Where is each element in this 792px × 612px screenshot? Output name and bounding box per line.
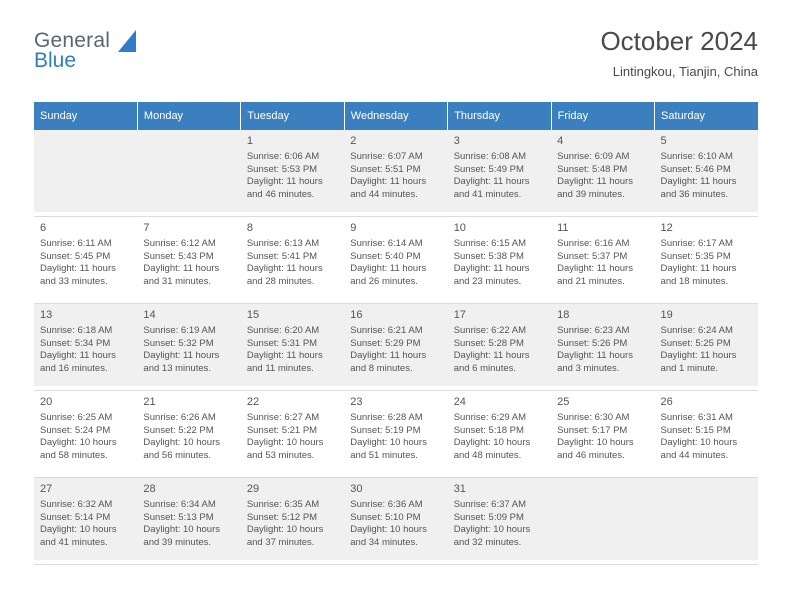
- day-daylight1-text: Daylight: 10 hours: [557, 437, 634, 449]
- calendar-cell: [448, 130, 551, 217]
- day-number: 15: [246, 309, 260, 321]
- day-sun-info: [247, 325, 338, 375]
- day-sun-info: [350, 325, 441, 375]
- calendar-body: [34, 130, 758, 565]
- day-daylight2-text: and 51 minutes.: [350, 449, 418, 461]
- day-daylight2-text: and 31 minutes.: [143, 275, 212, 287]
- day-daylight1-text: Daylight: 10 hours: [453, 437, 531, 449]
- calendar-cell: [137, 130, 240, 217]
- day-sunrise-text: Sunrise: 6:17 AM: [660, 238, 733, 249]
- day-daylight1-text: Daylight: 11 hours: [246, 176, 323, 188]
- day-number: 4: [557, 135, 564, 147]
- day-sun-info: [247, 151, 338, 201]
- calendar-day-cell[interactable]: [241, 130, 344, 212]
- day-sun-info: [454, 238, 545, 288]
- day-daylight1-text: Daylight: 11 hours: [453, 350, 530, 362]
- day-sunrise-text: Sunrise: 6:12 AM: [143, 238, 216, 249]
- logo-text-general: General: [34, 29, 111, 52]
- day-number: 7: [143, 222, 150, 234]
- day-daylight1-text: Daylight: 11 hours: [453, 263, 530, 275]
- day-sunrise-text: Sunrise: 6:24 AM: [660, 325, 733, 336]
- general-blue-logo: [34, 26, 154, 72]
- day-number: 13: [40, 309, 53, 321]
- day-sunset-text: Sunset: 5:21 PM: [246, 424, 318, 436]
- day-number: 26: [660, 396, 673, 408]
- calendar-cell: [34, 130, 137, 217]
- weekday-header-saturday: Saturday: [655, 102, 758, 130]
- day-number: 27: [40, 483, 53, 495]
- day-daylight2-text: and 13 minutes.: [143, 362, 212, 374]
- day-sunrise-text: Sunrise: 6:14 AM: [350, 238, 423, 249]
- calendar-day-cell[interactable]: [344, 391, 447, 473]
- calendar-day-cell[interactable]: [655, 217, 758, 299]
- calendar-cell: [137, 304, 240, 391]
- day-number: 16: [350, 309, 363, 321]
- day-sun-info: [143, 325, 234, 375]
- day-daylight1-text: Daylight: 10 hours: [143, 524, 220, 536]
- weekday-header-monday: Monday: [137, 102, 240, 130]
- calendar-week-row: [34, 304, 758, 391]
- day-daylight2-text: and 11 minutes.: [246, 362, 314, 374]
- day-daylight2-text: and 44 minutes.: [660, 449, 729, 461]
- day-daylight2-text: and 39 minutes.: [143, 536, 212, 548]
- logo-text-blue: Blue: [34, 49, 77, 72]
- day-sunset-text: Sunset: 5:28 PM: [453, 337, 524, 349]
- day-sunset-text: Sunset: 5:38 PM: [453, 250, 524, 262]
- day-daylight2-text: and 44 minutes.: [350, 188, 418, 200]
- day-daylight1-text: Daylight: 11 hours: [660, 176, 737, 188]
- day-number: 10: [453, 222, 466, 234]
- day-daylight2-text: and 36 minutes.: [660, 188, 729, 200]
- day-number: 18: [557, 309, 570, 321]
- day-sunrise-text: Sunrise: 6:13 AM: [246, 238, 320, 249]
- day-sun-info: [143, 238, 234, 288]
- day-sunset-text: Sunset: 5:29 PM: [350, 337, 421, 349]
- day-sun-info: [143, 412, 234, 462]
- day-daylight1-text: Daylight: 11 hours: [350, 176, 427, 188]
- day-sunset-text: Sunset: 5:26 PM: [557, 337, 628, 349]
- day-number: 29: [246, 483, 260, 495]
- day-daylight1-text: Daylight: 10 hours: [453, 524, 531, 536]
- weekday-header-wednesday: Wednesday: [344, 102, 447, 130]
- day-sunset-text: Sunset: 5:37 PM: [557, 250, 628, 262]
- day-daylight1-text: Daylight: 11 hours: [246, 350, 323, 362]
- day-daylight2-text: and 8 minutes.: [350, 362, 413, 374]
- calendar-day-cell[interactable]: [344, 217, 447, 299]
- day-number: 8: [246, 222, 253, 234]
- calendar-day-cell[interactable]: [655, 391, 758, 473]
- calendar-cell: [448, 391, 551, 478]
- day-daylight2-text: and 46 minutes.: [557, 449, 625, 461]
- triangle-logo-icon: [118, 30, 136, 52]
- day-number: 1: [246, 135, 253, 147]
- day-daylight2-text: and 53 minutes.: [246, 449, 315, 461]
- day-daylight1-text: Daylight: 11 hours: [143, 263, 220, 275]
- calendar-day-cell[interactable]: [137, 304, 240, 386]
- calendar-day-cell[interactable]: [137, 391, 240, 473]
- day-sun-info: [40, 499, 131, 549]
- day-number: 20: [40, 396, 53, 408]
- day-sun-info: [350, 412, 441, 462]
- day-sunrise-text: Sunrise: 6:20 AM: [246, 325, 320, 336]
- calendar-cell: [137, 391, 240, 478]
- calendar-cell: [551, 130, 654, 217]
- day-daylight1-text: Daylight: 11 hours: [143, 350, 220, 362]
- calendar-cell: [551, 478, 654, 565]
- calendar-cell: [34, 304, 137, 391]
- calendar-cell: [344, 130, 447, 217]
- calendar-day-cell[interactable]: [34, 478, 137, 560]
- day-daylight1-text: Daylight: 10 hours: [246, 524, 324, 536]
- day-sunset-text: Sunset: 5:14 PM: [40, 511, 111, 523]
- day-daylight1-text: Daylight: 11 hours: [557, 176, 633, 188]
- day-sunrise-text: Sunrise: 6:07 AM: [350, 151, 423, 162]
- calendar-cell: [344, 478, 447, 565]
- calendar-cell: [448, 217, 551, 304]
- day-daylight1-text: Daylight: 10 hours: [660, 437, 738, 449]
- day-sunset-text: Sunset: 5:22 PM: [143, 424, 214, 436]
- day-sunrise-text: Sunrise: 6:15 AM: [453, 238, 527, 249]
- calendar-table: [34, 102, 758, 565]
- day-daylight2-text: and 28 minutes.: [246, 275, 315, 287]
- calendar-cell: [655, 217, 758, 304]
- day-sunset-text: Sunset: 5:45 PM: [40, 250, 111, 262]
- day-sunset-text: Sunset: 5:12 PM: [246, 511, 318, 523]
- calendar-cell: [344, 304, 447, 391]
- day-number: 3: [453, 135, 460, 147]
- calendar-day-cell[interactable]: [34, 217, 137, 299]
- page-subtitle: Lintingkou, Tianjin, China: [612, 64, 758, 79]
- day-daylight1-text: Daylight: 11 hours: [350, 350, 427, 362]
- day-daylight2-text: and 39 minutes.: [557, 188, 625, 200]
- weekday-header-friday: Friday: [551, 102, 654, 130]
- day-daylight2-text: and 21 minutes.: [557, 275, 625, 287]
- day-number: 5: [660, 135, 667, 147]
- calendar-cell: [137, 478, 240, 565]
- calendar-cell: [241, 391, 344, 478]
- calendar-day-cell[interactable]: [344, 304, 447, 386]
- day-sunrise-text: Sunrise: 6:28 AM: [350, 412, 423, 423]
- day-daylight1-text: Daylight: 10 hours: [350, 437, 427, 449]
- day-daylight2-text: and 56 minutes.: [143, 449, 212, 461]
- title-block: [600, 26, 758, 79]
- day-daylight1-text: Daylight: 10 hours: [40, 437, 117, 449]
- calendar-cell: [241, 130, 344, 217]
- day-sun-info: [40, 238, 131, 288]
- day-daylight2-text: and 41 minutes.: [40, 536, 108, 548]
- day-daylight2-text: and 1 minute.: [660, 362, 719, 374]
- calendar-day-cell[interactable]: [448, 391, 551, 473]
- day-sun-info: [557, 412, 648, 462]
- day-sunrise-text: Sunrise: 6:08 AM: [453, 151, 527, 162]
- day-sun-info: [40, 412, 131, 462]
- calendar-day-cell[interactable]: [241, 304, 344, 386]
- day-daylight1-text: Daylight: 10 hours: [143, 437, 220, 449]
- day-daylight2-text: and 34 minutes.: [350, 536, 418, 548]
- calendar-day-cell[interactable]: [241, 478, 344, 560]
- day-number: 24: [453, 396, 466, 408]
- calendar-day-cell[interactable]: [448, 130, 551, 212]
- calendar-day-cell[interactable]: [551, 391, 654, 473]
- day-sunset-text: Sunset: 5:32 PM: [143, 337, 214, 349]
- calendar-cell: [448, 304, 551, 391]
- calendar-cell: [34, 217, 137, 304]
- day-daylight1-text: Daylight: 11 hours: [350, 263, 427, 275]
- day-sunset-text: Sunset: 5:51 PM: [350, 163, 421, 175]
- day-daylight2-text: and 41 minutes.: [453, 188, 522, 200]
- calendar-cell: [241, 217, 344, 304]
- day-sunrise-text: Sunrise: 6:32 AM: [40, 499, 113, 510]
- day-number: 14: [143, 309, 156, 321]
- calendar-cell: [241, 304, 344, 391]
- day-sun-info: [557, 325, 648, 375]
- day-daylight2-text: and 32 minutes.: [453, 536, 522, 548]
- day-daylight1-text: Daylight: 11 hours: [40, 263, 116, 275]
- day-sunrise-text: Sunrise: 6:10 AM: [660, 151, 733, 162]
- calendar-cell: [34, 391, 137, 478]
- day-sunset-text: Sunset: 5:41 PM: [246, 250, 318, 262]
- day-sunrise-text: Sunrise: 6:09 AM: [557, 151, 630, 162]
- day-sun-info: [350, 151, 441, 201]
- day-sun-info: [454, 325, 545, 375]
- weekday-header-sunday: Sunday: [34, 102, 137, 130]
- day-daylight2-text: and 18 minutes.: [660, 275, 729, 287]
- calendar-day-cell[interactable]: [344, 478, 447, 560]
- calendar-week-row: [34, 130, 758, 217]
- day-daylight1-text: Daylight: 11 hours: [246, 263, 323, 275]
- calendar-cell: [551, 217, 654, 304]
- day-sunrise-text: Sunrise: 6:25 AM: [40, 412, 113, 423]
- day-sun-info: [454, 499, 545, 549]
- calendar-day-cell[interactable]: [448, 217, 551, 299]
- day-sunrise-text: Sunrise: 6:37 AM: [453, 499, 527, 510]
- calendar-day-cell[interactable]: [448, 478, 551, 560]
- day-sunset-text: Sunset: 5:19 PM: [350, 424, 421, 436]
- day-sunrise-text: Sunrise: 6:06 AM: [246, 151, 320, 162]
- calendar-day-cell[interactable]: [34, 391, 137, 473]
- day-sun-info: [247, 499, 338, 549]
- day-sunrise-text: Sunrise: 6:27 AM: [246, 412, 320, 423]
- day-sunset-text: Sunset: 5:10 PM: [350, 511, 421, 523]
- day-number: 30: [350, 483, 363, 495]
- day-sun-info: [661, 412, 752, 462]
- day-sunset-text: Sunset: 5:49 PM: [453, 163, 524, 175]
- calendar-day-cell[interactable]: [34, 304, 137, 386]
- day-daylight2-text: and 37 minutes.: [246, 536, 315, 548]
- day-number: 21: [143, 396, 156, 408]
- day-sunset-text: Sunset: 5:15 PM: [660, 424, 731, 436]
- day-daylight1-text: Daylight: 11 hours: [557, 263, 633, 275]
- calendar-cell: [551, 391, 654, 478]
- day-daylight2-text: and 33 minutes.: [40, 275, 108, 287]
- day-number: 11: [557, 222, 569, 234]
- day-number: 28: [143, 483, 156, 495]
- day-sunset-text: Sunset: 5:40 PM: [350, 250, 421, 262]
- day-daylight2-text: and 3 minutes.: [557, 362, 620, 374]
- day-sunset-text: Sunset: 5:25 PM: [660, 337, 731, 349]
- weekday-header-tuesday: Tuesday: [241, 102, 344, 130]
- calendar-week-row: [34, 391, 758, 478]
- calendar-day-cell[interactable]: [137, 478, 240, 560]
- day-number: 31: [453, 483, 466, 495]
- day-sun-info: [40, 325, 131, 375]
- day-sunrise-text: Sunrise: 6:16 AM: [557, 238, 630, 249]
- day-sun-info: [247, 412, 338, 462]
- weekday-header-row: [34, 102, 758, 130]
- day-number: 25: [557, 396, 570, 408]
- calendar-cell: [34, 478, 137, 565]
- weekday-header-thursday: Thursday: [448, 102, 551, 130]
- calendar-week-row: [34, 478, 758, 565]
- calendar-day-cell[interactable]: [344, 130, 447, 212]
- day-sunset-text: Sunset: 5:43 PM: [143, 250, 214, 262]
- day-sunrise-text: Sunrise: 6:34 AM: [143, 499, 216, 510]
- day-sunrise-text: Sunrise: 6:21 AM: [350, 325, 423, 336]
- day-sun-info: [454, 412, 545, 462]
- day-number: 22: [246, 396, 260, 408]
- calendar-cell: [137, 217, 240, 304]
- day-daylight2-text: and 16 minutes.: [40, 362, 108, 374]
- calendar-day-cell[interactable]: [655, 304, 758, 386]
- calendar-cell-empty: [137, 130, 240, 212]
- day-sunrise-text: Sunrise: 6:22 AM: [453, 325, 527, 336]
- day-daylight2-text: and 46 minutes.: [246, 188, 315, 200]
- day-daylight2-text: and 58 minutes.: [40, 449, 108, 461]
- day-daylight2-text: and 26 minutes.: [350, 275, 418, 287]
- day-sun-info: [454, 151, 545, 201]
- page-title: October 2024: [600, 26, 758, 56]
- day-number: 2: [350, 135, 357, 147]
- calendar-cell: [551, 304, 654, 391]
- day-daylight1-text: Daylight: 10 hours: [350, 524, 427, 536]
- calendar-cell: [655, 478, 758, 565]
- day-sun-info: [143, 499, 234, 549]
- day-sunset-text: Sunset: 5:46 PM: [660, 163, 731, 175]
- day-sunset-text: Sunset: 5:31 PM: [246, 337, 318, 349]
- day-daylight2-text: and 48 minutes.: [453, 449, 522, 461]
- day-sunset-text: Sunset: 5:35 PM: [660, 250, 731, 262]
- day-sunrise-text: Sunrise: 6:23 AM: [557, 325, 630, 336]
- day-daylight1-text: Daylight: 11 hours: [660, 350, 737, 362]
- day-sunrise-text: Sunrise: 6:11 AM: [40, 238, 112, 249]
- day-sunrise-text: Sunrise: 6:26 AM: [143, 412, 216, 423]
- day-daylight1-text: Daylight: 10 hours: [40, 524, 117, 536]
- day-sunset-text: Sunset: 5:48 PM: [557, 163, 628, 175]
- day-sun-info: [557, 151, 648, 201]
- calendar-day-cell[interactable]: [241, 217, 344, 299]
- day-number: 9: [350, 222, 357, 234]
- day-daylight1-text: Daylight: 11 hours: [660, 263, 737, 275]
- calendar-cell: [241, 478, 344, 565]
- day-number: 6: [40, 222, 47, 234]
- day-sunset-text: Sunset: 5:13 PM: [143, 511, 214, 523]
- page-header: [34, 26, 758, 94]
- calendar-cell: [655, 391, 758, 478]
- day-sunrise-text: Sunrise: 6:19 AM: [143, 325, 216, 336]
- day-daylight2-text: and 6 minutes.: [453, 362, 517, 374]
- day-sunset-text: Sunset: 5:17 PM: [557, 424, 628, 436]
- day-sun-info: [350, 499, 441, 549]
- day-sunrise-text: Sunrise: 6:18 AM: [40, 325, 113, 336]
- day-sunset-text: Sunset: 5:34 PM: [40, 337, 111, 349]
- calendar-cell: [655, 304, 758, 391]
- day-sun-info: [661, 151, 752, 201]
- calendar-day-cell[interactable]: [551, 304, 654, 386]
- calendar-day-cell[interactable]: [551, 130, 654, 212]
- calendar-day-cell[interactable]: [655, 130, 758, 212]
- day-sunrise-text: Sunrise: 6:36 AM: [350, 499, 423, 510]
- day-sunset-text: Sunset: 5:24 PM: [40, 424, 111, 436]
- calendar-day-cell[interactable]: [137, 217, 240, 299]
- calendar-day-cell[interactable]: [551, 217, 654, 299]
- day-sun-info: [350, 238, 441, 288]
- calendar-day-cell[interactable]: [448, 304, 551, 386]
- day-number: 17: [453, 309, 466, 321]
- day-sunrise-text: Sunrise: 6:30 AM: [557, 412, 630, 423]
- day-daylight1-text: Daylight: 11 hours: [40, 350, 116, 362]
- calendar-day-cell[interactable]: [241, 391, 344, 473]
- day-sunrise-text: Sunrise: 6:29 AM: [453, 412, 527, 423]
- calendar-cell: [655, 130, 758, 217]
- day-sun-info: [557, 238, 648, 288]
- day-number: 12: [660, 222, 673, 234]
- day-daylight1-text: Daylight: 11 hours: [453, 176, 530, 188]
- day-sunset-text: Sunset: 5:53 PM: [246, 163, 318, 175]
- day-sun-info: [661, 325, 752, 375]
- day-sun-info: [247, 238, 338, 288]
- day-sunrise-text: Sunrise: 6:31 AM: [660, 412, 733, 423]
- day-sunrise-text: Sunrise: 6:35 AM: [246, 499, 320, 510]
- calendar-week-row: [34, 217, 758, 304]
- calendar-cell-empty: [34, 130, 137, 212]
- day-daylight1-text: Daylight: 10 hours: [246, 437, 324, 449]
- calendar-cell: [344, 391, 447, 478]
- day-sunset-text: Sunset: 5:09 PM: [453, 511, 524, 523]
- day-number: 19: [660, 309, 673, 321]
- calendar-cell-empty: [655, 478, 758, 560]
- calendar-cell: [344, 217, 447, 304]
- calendar-cell: [448, 478, 551, 565]
- day-number: 23: [350, 396, 363, 408]
- calendar-cell-empty: [551, 478, 654, 560]
- day-sun-info: [661, 238, 752, 288]
- day-daylight2-text: and 23 minutes.: [453, 275, 522, 287]
- day-sunset-text: Sunset: 5:18 PM: [453, 424, 524, 436]
- day-daylight1-text: Daylight: 11 hours: [557, 350, 633, 362]
